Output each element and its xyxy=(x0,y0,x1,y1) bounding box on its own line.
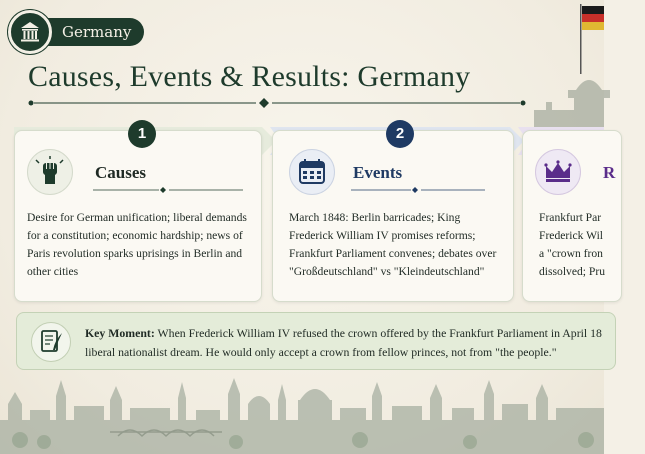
city-skyline-illustration xyxy=(0,370,604,454)
results-body-line: a "crown fron xyxy=(539,247,603,260)
key-moment-panel xyxy=(16,312,616,370)
key-moment-text xyxy=(85,324,645,362)
results-body-line: dissolved; Pru xyxy=(539,265,606,278)
reichstag-flag-illustration xyxy=(524,0,604,140)
results-body-line: Frederick Wil xyxy=(539,229,604,242)
causes-heading: Causes xyxy=(95,163,147,182)
quill-document-icon xyxy=(31,322,71,362)
key-moment-label: Key Moment: xyxy=(85,326,155,340)
results-body-line: Frankfurt Par xyxy=(539,211,602,224)
causes-card xyxy=(14,130,262,302)
crown-icon xyxy=(535,149,581,195)
building-columns-icon xyxy=(8,10,52,54)
step-number-1: 1 xyxy=(128,120,156,148)
events-card xyxy=(272,130,514,302)
events-divider xyxy=(351,186,485,194)
results-heading: R xyxy=(603,163,616,182)
events-body: March 1848: Berlin barricades; King Frederick William IV promises reforms; Frankfurt Parliament convenes; debates over "Großdeutschland" vs "Kleindeutschland" xyxy=(289,211,497,278)
page-title: Causes, Events & Results: Germany xyxy=(28,60,471,93)
title-divider xyxy=(28,98,526,108)
results-body xyxy=(539,209,613,281)
key-moment-line-1: When Frederick William IV refused the crown offered by the Frankfurt Parliament in April 18 xyxy=(157,326,602,340)
key-moment-line-2: liberal nationalist dream. He would only accept a crown from fellow princes, not from "the people." xyxy=(85,345,557,359)
causes-body: Desire for German unification; liberal demands for a constitution; economic hardship; news of Paris revolution sparks uprisings in Berlin and other cities xyxy=(27,211,247,278)
results-card xyxy=(522,130,622,302)
causes-divider xyxy=(93,186,243,194)
country-badge-label: Germany xyxy=(62,23,132,41)
country-badge xyxy=(8,10,144,54)
events-heading: Events xyxy=(353,163,403,182)
raised-fist-icon xyxy=(27,149,73,195)
step-number-2: 2 xyxy=(386,120,414,148)
calendar-icon xyxy=(289,149,335,195)
